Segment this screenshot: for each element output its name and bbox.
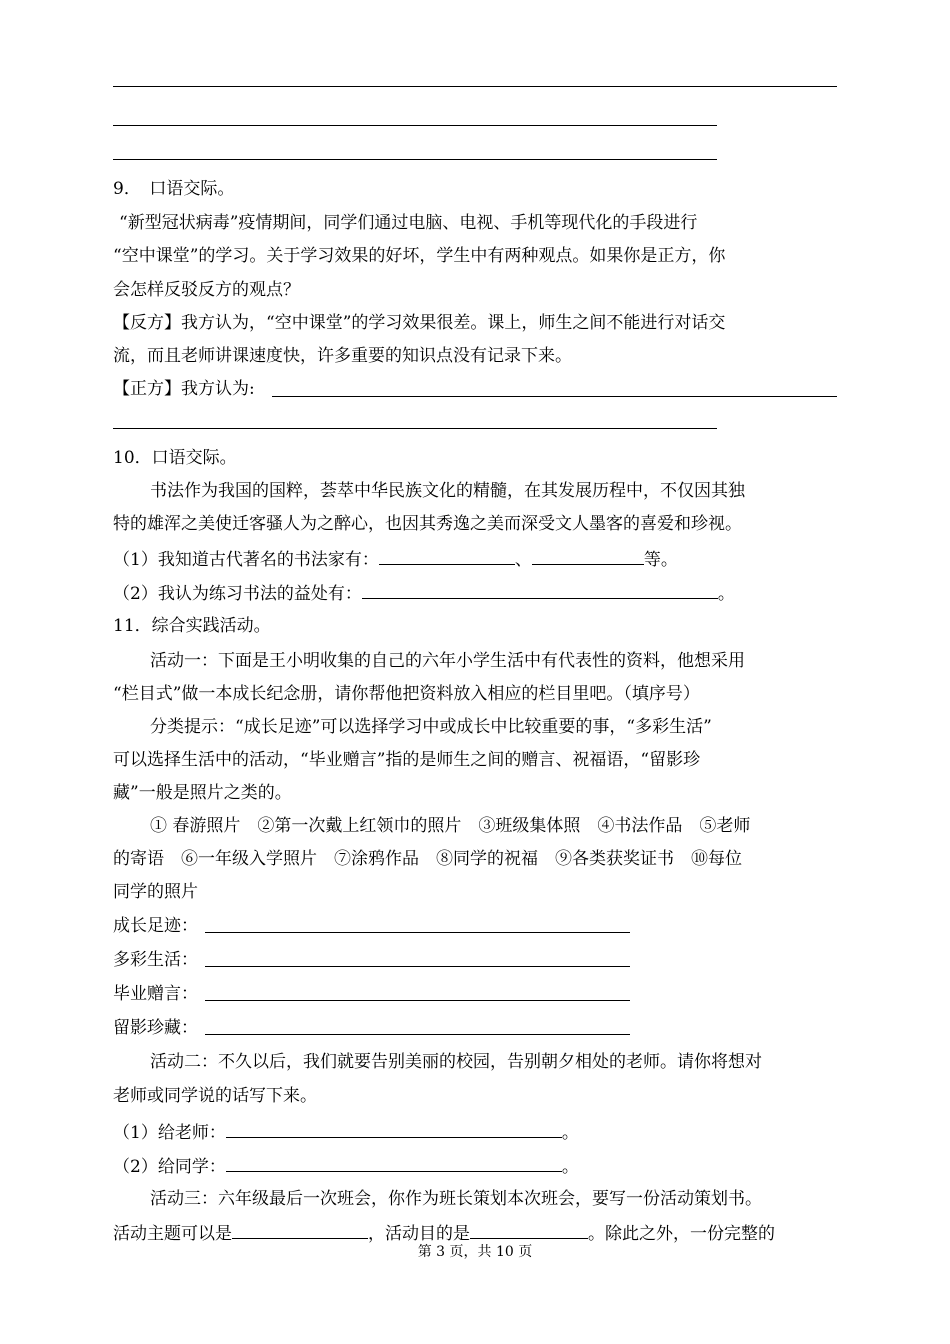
calligrapher-blank-2[interactable] [532, 546, 644, 565]
column-photos-label: 留影珍藏： [113, 1018, 198, 1038]
q11-materials: ① 春游照片 ②第一次戴上红领巾的照片 ③班级集体照 ④书法作品 ⑤老师 [150, 816, 751, 836]
q10-heading: 10．口语交际。 [113, 448, 237, 468]
q11-hint: 可以选择生活中的活动，“毕业赠言”指的是师生之间的赠言、祝福语，“留影珍 [113, 750, 701, 770]
column-photos-answer-line[interactable] [205, 1034, 630, 1035]
page-footer: 第 3 页，共 10 页 [417, 1244, 533, 1260]
q9-paragraph: “新型冠状病毒”疫情期间，同学们通过电脑、电视、手机等现代化的手段进行 [119, 213, 698, 233]
q9-paragraph: 会怎样反驳反方的观点？ [113, 280, 300, 300]
q11-hint: 分类提示：“成长足迹”可以选择学习中或成长中比较重要的事，“多彩生活” [150, 717, 712, 737]
theme-blank[interactable] [232, 1220, 368, 1239]
answer-line[interactable] [113, 159, 717, 160]
column-life-label: 多彩生活： [113, 950, 198, 970]
q9-pro-answer-line[interactable] [272, 396, 837, 397]
to-teacher-blank[interactable] [226, 1119, 562, 1138]
to-classmate-blank[interactable] [226, 1153, 562, 1172]
column-growth-label: 成长足迹： [113, 916, 198, 936]
to-classmate-row: （2）给同学： 。 [113, 1153, 579, 1179]
purpose-blank[interactable] [470, 1220, 588, 1239]
column-farewell-label: 毕业赠言： [113, 984, 198, 1004]
to-teacher-row: （1）给老师： 。 [113, 1119, 579, 1145]
q11-activity2: 老师或同学说的话写下来。 [113, 1086, 317, 1106]
q9-paragraph: “空中课堂”的学习。关于学习效果的好坏，学生中有两种观点。如果你是正方，你 [113, 246, 726, 266]
to-classmate-label: （2）给同学： [113, 1157, 226, 1177]
q9-pro-label: 【正方】我方认为: [113, 379, 255, 399]
q11-activity1: “栏目式”做一本成长纪念册，请你帮他把资料放入相应的栏目里吧。（填序号） [113, 684, 700, 704]
q11-activity3: 活动三：六年级最后一次班会，你作为班长策划本次班会，要写一份活动策划书。 [150, 1189, 762, 1209]
column-life-answer-line[interactable] [205, 966, 630, 967]
column-farewell-answer-line[interactable] [205, 1000, 630, 1001]
calligraphy-benefit-blank[interactable] [362, 580, 718, 599]
q10-item-1: （1）我知道古代著名的书法家有： 、 等。 [113, 546, 678, 572]
q11-activity1: 活动一：下面是王小明收集的自己的六年小学生活中有代表性的资料，他想采用 [150, 651, 745, 671]
q11-activity2: 活动二：不久以后，我们就要告别美丽的校园，告别朝夕相处的老师。请你将想对 [150, 1052, 762, 1072]
q11-materials: 的寄语 ⑥一年级入学照片 ⑦涂鸦作品 ⑧同学的祝福 ⑨各类获奖证书 ⑩每位 [113, 849, 742, 869]
q10-item-2-label: （2）我认为练习书法的益处有： [113, 584, 362, 604]
q11-heading: 11．综合实践活动。 [113, 616, 271, 636]
q11-hint: 藏”一般是照片之类的。 [113, 783, 292, 803]
q9-con-statement: 【反方】我方认为，“空中课堂”的学习效果很差。课上，师生之间不能进行对话交 [113, 313, 726, 333]
q11-materials: 同学的照片 [113, 882, 198, 902]
calligrapher-blank-1[interactable] [379, 546, 515, 565]
q9-con-statement: 流，而且老师讲课速度快，许多重要的知识点没有记录下来。 [113, 346, 572, 366]
q11-activity3-line2: 活动主题可以是 ，活动目的是 。除此之外，一份完整的 [113, 1220, 775, 1246]
column-growth-answer-line[interactable] [205, 932, 630, 933]
to-teacher-label: （1）给老师： [113, 1123, 226, 1143]
q10-item-1-label: （1）我知道古代著名的书法家有： [113, 550, 379, 570]
q9-heading: 9． 口语交际。 [113, 179, 235, 199]
q10-item-2: （2）我认为练习书法的益处有： 。 [113, 580, 735, 606]
q9-pro-answer-line[interactable] [113, 428, 717, 429]
q10-paragraph: 特的雄浑之美使迁客骚人为之醉心，也因其秀逸之美而深受文人墨客的喜爱和珍视。 [113, 514, 742, 534]
q10-paragraph: 书法作为我国的国粹，荟萃中华民族文化的精髓，在其发展历程中，不仅因其独 [150, 481, 745, 501]
answer-line[interactable] [113, 86, 837, 87]
answer-line[interactable] [113, 125, 717, 126]
